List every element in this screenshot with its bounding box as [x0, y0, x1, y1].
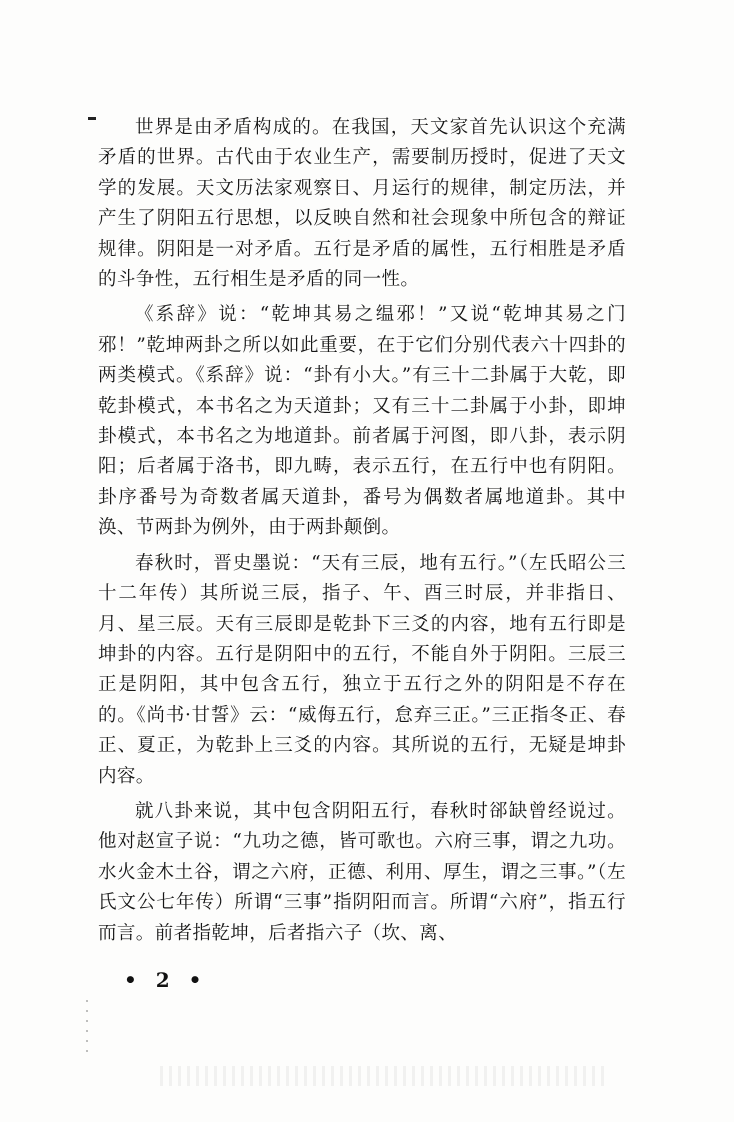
paragraph-1: 世界是由矛盾构成的。在我国，天文家首先认识这个充满矛盾的世界。古代由于农业生产，需要制历授时，促进了天文学的发展。天文历法家观察日、月运行的规律，制定历法，并产生了阴阳五行思想，以反映自然和社会现象中所包含的辩证规律。阴阳是一对矛盾。五行是矛盾的属性，五行相胜是矛盾的斗争性，五行相生是矛盾的同一性。 — [98, 117, 626, 291]
scan-noise — [160, 1066, 610, 1086]
body-text — [98, 113, 626, 954]
scan-mark — [88, 117, 96, 120]
paragraph-2: 《系辞》说：“乾坤其易之缊邪！”又说“乾坤其易之门邪！”乾坤两卦之所以如此重要，在于它们分别代表六十四卦的两类模式。《系辞》说：“卦有小大。”有三十二卦属于大乾，即乾卦模式，本书名之为天道卦；又有三十二卦属于小卦，即坤卦模式，本书名之为地道卦。前者属于河图，即八卦，表示阴阳；后者属于洛书，即九畴，表示五行，在五行中也有阴阳。卦序番号为奇数者属天道卦，番号为偶数者属地道卦。其中涣、节两卦为例外，由于两卦颠倒。 — [98, 304, 626, 539]
paragraph-4: 就八卦来说，其中包含阴阳五行，春秋时郤缺曾经说过。他对赵宣子说：“九功之德，皆可歌也。六府三事，谓之九功。水火金木土谷，谓之六府，正德、利用、厚生，谓之三事。”（左氏文公七年传）所谓“三事”指阴阳而言。所谓“六府”，指五行而言。前者指乾坤，后者指六子（坎、离、 — [98, 800, 626, 944]
page-number: • 2 • — [124, 968, 208, 992]
paragraph-3: 春秋时，晋史墨说：“天有三辰，地有五行。”（左氏昭公三十二年传）其所说三辰，指子、午、酉三时辰，并非指日、月、星三辰。天有三辰即是乾卦下三爻的内容，地有五行即是坤卦的内容。五行是阴阳中的五行，不能自外于阴阳。三辰三正是阴阳，其中包含五行，独立于五行之外的阴阳是不存在的。《尚书·甘誓》云：“威侮五行，怠弃三正。”三正指冬正、春正、夏正，为乾卦上三爻的内容。其所说的五行，无疑是坤卦内容。 — [98, 552, 626, 787]
scan-margin-dots — [86, 1000, 88, 1060]
